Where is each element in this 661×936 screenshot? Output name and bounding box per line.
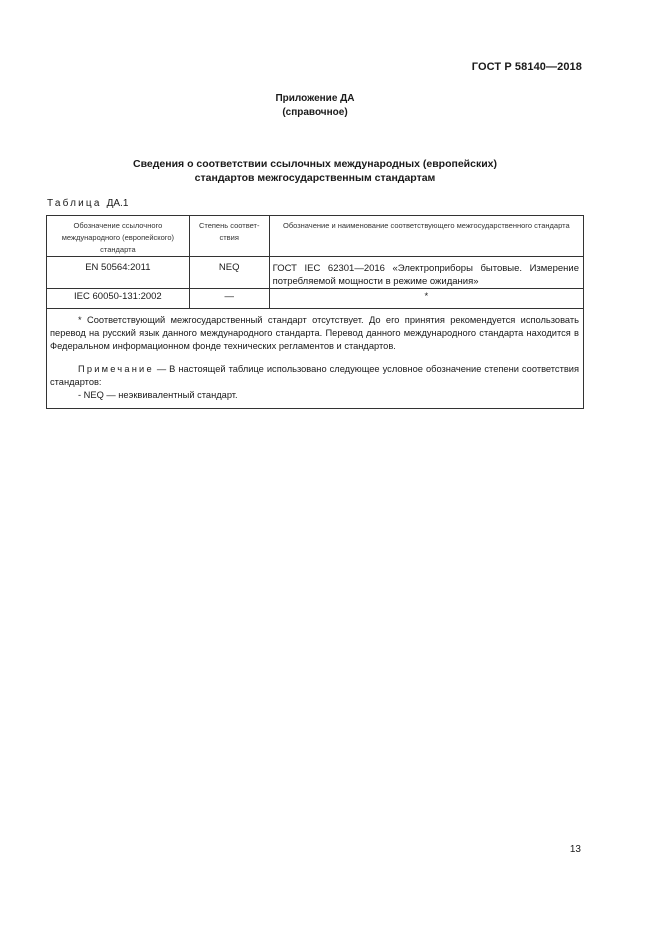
table-row <box>47 257 584 289</box>
cell-interstate-standard: * <box>269 289 583 309</box>
table-row <box>47 289 584 309</box>
table-header-row <box>47 216 584 257</box>
note-text: — В настоящей таблице использовано следующее условное обозначение степени соответствия стандартов: <box>50 364 579 387</box>
header-reference-standard: Обозначение ссылочного международного (европейского) стандарта <box>47 216 190 257</box>
note-item: - NEQ — неэквивалентный стандарт. <box>78 390 238 400</box>
cell-reference-standard: IEC 60050-131:2002 <box>47 289 190 309</box>
table-caption <box>47 198 128 209</box>
appendix-title: Приложение ДА <box>275 93 355 104</box>
table-notes-row <box>47 309 584 409</box>
appendix-subtitle: (справочное) <box>282 107 348 118</box>
document-code: ГОСТ Р 58140—2018 <box>471 61 582 73</box>
appendix-heading <box>0 92 630 120</box>
footnote-text: * Соответствующий межгосударственный стандарт отсутствует. До его принятия рекомендуется использовать перевод на русский язык данного международного стандарта. Перевод данного международного стандарта находится в Федеральном информационном фонде технических регламентов и стандартов. <box>50 315 579 351</box>
table-notes <box>47 309 584 409</box>
page-number: 13 <box>569 844 581 855</box>
note-label: Примечание <box>78 364 154 374</box>
section-title-line-1: Сведения о соответствии ссылочных международных (европейских) <box>132 158 498 170</box>
designation-text: ГОСТ IEC 62301—2016 «Электроприборы бытовые. Измерение потребляемой мощности в режиме ожидания» <box>272 263 579 287</box>
header-interstate-standard: Обозначение и наименование соответствующего межгосударственного стандарта <box>269 216 583 257</box>
cell-interstate-standard <box>269 257 583 289</box>
header-degree: Степень соответ-ствия <box>189 216 269 257</box>
section-title-line-2: стандартов межгосударственным стандартам <box>194 172 436 184</box>
table-caption-word: Таблица <box>47 198 102 209</box>
note-paragraph <box>50 363 579 389</box>
cell-degree: NEQ <box>189 257 269 289</box>
table-caption-number: ДА.1 <box>106 198 129 209</box>
cell-degree: — <box>189 289 269 309</box>
correspondence-table <box>46 215 584 409</box>
cell-reference-standard: EN 50564:2011 <box>47 257 190 289</box>
section-title <box>0 157 630 185</box>
